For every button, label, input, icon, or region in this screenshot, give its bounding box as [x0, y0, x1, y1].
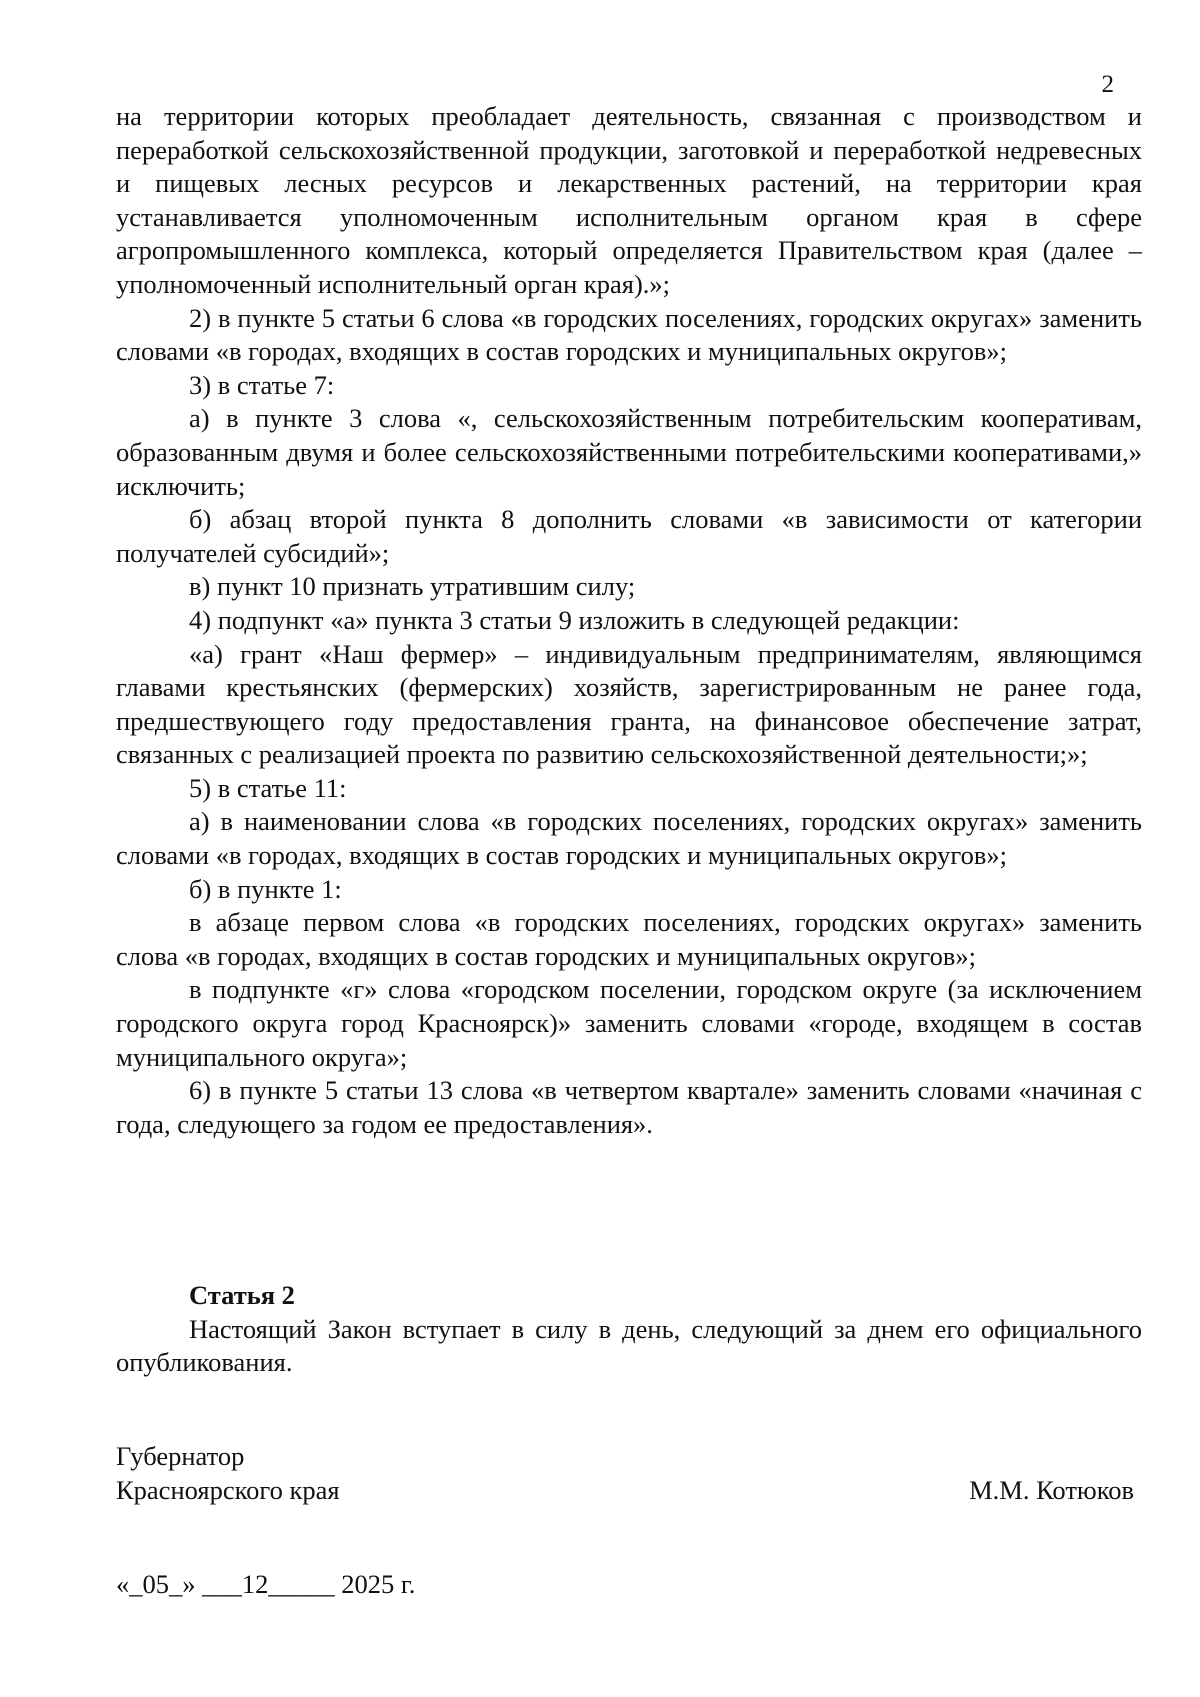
article-2 — [116, 1279, 1142, 1380]
article-heading: Статья 2 — [189, 1280, 295, 1310]
paragraph-item-3a: а) в пункте 3 слова «, сельскохозяйственным потребительским кооперативам, образованным двумя и более сельскохозяйственными потребительскими кооперативами,» исключить; — [116, 403, 1142, 501]
signing-date: «_05_» ___12_____ 2025 г. — [116, 1569, 416, 1599]
signature-title-line-1: Губернатор — [116, 1441, 245, 1471]
paragraph-item-2: 2) в пункте 5 статьи 6 слова «в городских поселениях, городских округах» заменить словами «в городах, входящих в состав городских и муниципальных округов»; — [116, 302, 1142, 367]
signature-title-row-2 — [116, 1474, 1134, 1508]
paragraph-item-3b: б) абзац второй пункта 8 дополнить словами «в зависимости от категории получателей субсидий»; — [116, 504, 1142, 568]
paragraph-item-5b-abzac: в абзаце первом слова «в городских поселениях, городских округах» заменить слова «в городах, входящих в состав городских и муниципальных округов»; — [116, 907, 1142, 971]
paragraph-item-5b: б) в пункте 1: — [189, 873, 342, 904]
paragraph-continuation: на территории которых преобладает деятельность, связанная с производством и переработкой сельскохозяйственной продукции, заготовкой и переработкой недревесных и пищевых лесных ресурсов и лекарственных растений, на территории края устанавливается уполномоченным исполнительным органом края в сфере агропромышленного комплекса, который определяется Правительством края (далее – уполномоченный исполнительный орган края).»; — [116, 101, 1142, 299]
signature-title-row-1 — [116, 1440, 1134, 1474]
signatory-name: М.М. Котюков — [969, 1474, 1134, 1505]
signature-block — [116, 1440, 1134, 1507]
paragraph-item-6: 6) в пункте 5 статьи 13 слова «в четвертом квартале» заменить словами «начиная с года, следующего за годом ее предоставления». — [116, 1075, 1142, 1139]
paragraph-item-4a-grant: «а) грант «Наш фермер» – индивидуальным предпринимателям, являющимся главами крестьянских (фермерских) хозяйств, зарегистрированным не ранее года, предшествующего году предоставления гранта, на финансовое обеспечение затрат, связанных с реализацией проекта по развитию сельскохозяйственной деятельности;»; — [116, 638, 1142, 770]
paragraph-item-3v: в) пункт 10 признать утратившим силу; — [189, 571, 636, 602]
signature-title-line-2: Красноярского края — [116, 1474, 340, 1505]
paragraph-item-5: 5) в статье 11: — [189, 772, 347, 803]
paragraph-item-4: 4) подпункт «а» пункта 3 статьи 9 изложить в следующей редакции: — [189, 604, 960, 635]
article-text: Настоящий Закон вступает в силу в день, следующий за днем его официального опубликования. — [116, 1313, 1142, 1378]
page-number: 2 — [1101, 71, 1114, 98]
paragraph-item-5b-podpunkt: в подпункте «г» слова «городском поселении, городском округе (за исключением городского округа город Красноярск)» заменить словами «городе, входящем в состав муниципального округа»; — [116, 974, 1142, 1072]
paragraph-item-3: 3) в статье 7: — [189, 369, 335, 400]
document-body — [116, 100, 1142, 1141]
paragraph-item-5a: а) в наименовании слова «в городских поселениях, городских округах» заменить словами «в городах, входящих в состав городских и муниципальных округов»; — [116, 806, 1142, 871]
